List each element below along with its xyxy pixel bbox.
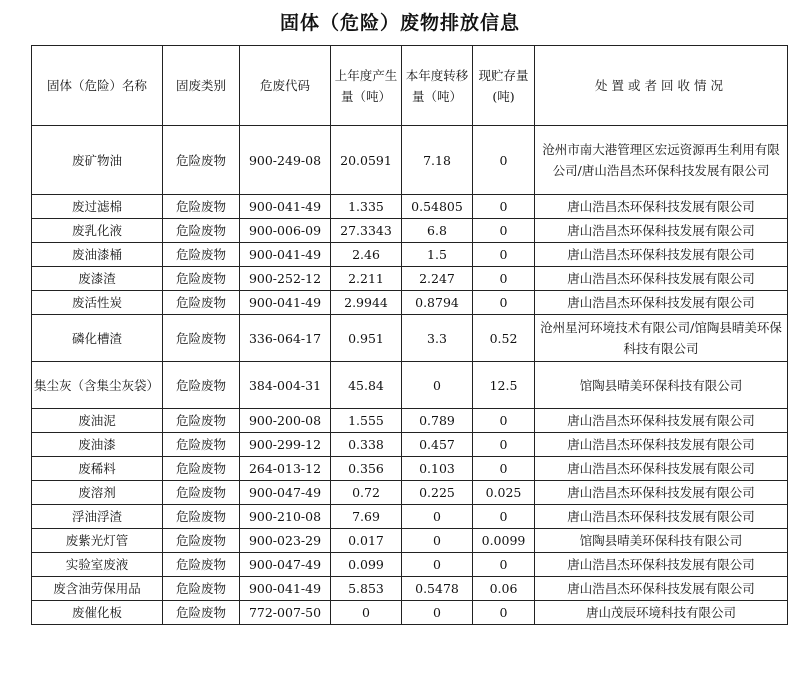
cell-stored: 0 (473, 433, 535, 457)
cell-disposal: 唐山浩昌杰环保科技发展有限公司 (535, 219, 788, 243)
cell-name: 磷化槽渣 (32, 315, 163, 362)
cell-category: 危险废物 (163, 291, 240, 315)
cell-disposal: 沧州市南大港管理区宏远资源再生利用有限公司/唐山浩昌杰环保科技发展有限公司 (535, 126, 788, 195)
cell-name: 废漆渣 (32, 267, 163, 291)
cell-name: 废油漆 (32, 433, 163, 457)
cell-category: 危险废物 (163, 433, 240, 457)
cell-produced: 0.338 (331, 433, 402, 457)
cell-name: 浮油浮渣 (32, 505, 163, 529)
cell-transferred: 0.789 (402, 409, 473, 433)
cell-name: 废溶剂 (32, 481, 163, 505)
cell-code: 384-004-31 (240, 362, 331, 409)
cell-stored: 0 (473, 505, 535, 529)
cell-transferred: 6.8 (402, 219, 473, 243)
cell-disposal: 馆陶县晴美环保科技有限公司 (535, 529, 788, 553)
cell-name: 废油漆桶 (32, 243, 163, 267)
cell-stored: 0.52 (473, 315, 535, 362)
cell-code: 264-013-12 (240, 457, 331, 481)
cell-code: 900-041-49 (240, 291, 331, 315)
cell-disposal: 唐山浩昌杰环保科技发展有限公司 (535, 409, 788, 433)
cell-stored: 0 (473, 409, 535, 433)
cell-transferred: 0 (402, 601, 473, 625)
header-code: 危废代码 (240, 46, 331, 126)
cell-category: 危险废物 (163, 601, 240, 625)
cell-code: 900-041-49 (240, 195, 331, 219)
header-disposal: 处置或者回收情况 (535, 46, 788, 126)
cell-stored: 0 (473, 601, 535, 625)
cell-transferred: 0 (402, 362, 473, 409)
cell-code: 900-006-09 (240, 219, 331, 243)
cell-produced: 20.0591 (331, 126, 402, 195)
table-row (32, 409, 788, 433)
cell-stored: 0 (473, 195, 535, 219)
cell-transferred: 0.103 (402, 457, 473, 481)
table-header-row (32, 46, 788, 126)
cell-code: 336-064-17 (240, 315, 331, 362)
table-row (32, 267, 788, 291)
cell-produced: 0.72 (331, 481, 402, 505)
cell-name: 集尘灰（含集尘灰袋） (32, 362, 163, 409)
table-row (32, 219, 788, 243)
cell-produced: 2.46 (331, 243, 402, 267)
table-row (32, 433, 788, 457)
cell-produced: 5.853 (331, 577, 402, 601)
cell-disposal: 唐山浩昌杰环保科技发展有限公司 (535, 577, 788, 601)
cell-disposal: 唐山浩昌杰环保科技发展有限公司 (535, 505, 788, 529)
cell-produced: 0 (331, 601, 402, 625)
cell-stored: 0 (473, 457, 535, 481)
table-row (32, 291, 788, 315)
table-row (32, 577, 788, 601)
cell-produced: 0.017 (331, 529, 402, 553)
cell-produced: 2.211 (331, 267, 402, 291)
cell-produced: 0.951 (331, 315, 402, 362)
cell-name: 废油泥 (32, 409, 163, 433)
cell-category: 危险废物 (163, 505, 240, 529)
cell-disposal: 唐山浩昌杰环保科技发展有限公司 (535, 243, 788, 267)
cell-category: 危险废物 (163, 362, 240, 409)
cell-category: 危险废物 (163, 553, 240, 577)
cell-stored: 0.06 (473, 577, 535, 601)
cell-code: 772-007-50 (240, 601, 331, 625)
cell-transferred: 0.8794 (402, 291, 473, 315)
cell-produced: 0.099 (331, 553, 402, 577)
table-row (32, 243, 788, 267)
cell-code: 900-047-49 (240, 553, 331, 577)
cell-name: 废紫光灯管 (32, 529, 163, 553)
cell-produced: 0.356 (331, 457, 402, 481)
table-row (32, 505, 788, 529)
cell-category: 危险废物 (163, 126, 240, 195)
page-title: 固体（危险）废物排放信息 (279, 12, 520, 34)
cell-stored: 0 (473, 291, 535, 315)
table-row (32, 529, 788, 553)
cell-disposal: 唐山浩昌杰环保科技发展有限公司 (535, 291, 788, 315)
cell-name: 废催化板 (32, 601, 163, 625)
cell-transferred: 0.5478 (402, 577, 473, 601)
cell-stored: 0.025 (473, 481, 535, 505)
cell-disposal: 唐山浩昌杰环保科技发展有限公司 (535, 433, 788, 457)
cell-produced: 7.69 (331, 505, 402, 529)
cell-name: 废矿物油 (32, 126, 163, 195)
table-row (32, 315, 788, 362)
header-transferred: 本年度转移量（吨） (402, 46, 473, 126)
cell-disposal: 唐山浩昌杰环保科技发展有限公司 (535, 553, 788, 577)
cell-category: 危险废物 (163, 529, 240, 553)
cell-disposal: 唐山浩昌杰环保科技发展有限公司 (535, 481, 788, 505)
cell-disposal: 唐山浩昌杰环保科技发展有限公司 (535, 195, 788, 219)
cell-code: 900-210-08 (240, 505, 331, 529)
cell-transferred: 3.3 (402, 315, 473, 362)
cell-transferred: 7.18 (402, 126, 473, 195)
cell-category: 危险废物 (163, 315, 240, 362)
cell-stored: 12.5 (473, 362, 535, 409)
cell-stored: 0.0099 (473, 529, 535, 553)
waste-table (31, 45, 788, 625)
cell-code: 900-200-08 (240, 409, 331, 433)
cell-code: 900-041-49 (240, 577, 331, 601)
header-name: 固体（危险）名称 (32, 46, 163, 126)
table-row (32, 457, 788, 481)
cell-stored: 0 (473, 219, 535, 243)
header-produced: 上年度产生量（吨） (331, 46, 402, 126)
cell-name: 实验室废液 (32, 553, 163, 577)
cell-code: 900-023-29 (240, 529, 331, 553)
cell-transferred: 0.457 (402, 433, 473, 457)
cell-category: 危险废物 (163, 481, 240, 505)
cell-transferred: 1.5 (402, 243, 473, 267)
cell-transferred: 0.54805 (402, 195, 473, 219)
cell-code: 900-299-12 (240, 433, 331, 457)
cell-disposal: 唐山茂辰环境科技有限公司 (535, 601, 788, 625)
cell-produced: 27.3343 (331, 219, 402, 243)
cell-stored: 0 (473, 243, 535, 267)
cell-transferred: 0 (402, 505, 473, 529)
table-row (32, 481, 788, 505)
cell-code: 900-252-12 (240, 267, 331, 291)
cell-code: 900-249-08 (240, 126, 331, 195)
cell-transferred: 0 (402, 529, 473, 553)
cell-code: 900-047-49 (240, 481, 331, 505)
cell-disposal: 馆陶县晴美环保科技有限公司 (535, 362, 788, 409)
cell-stored: 0 (473, 553, 535, 577)
table-row (32, 601, 788, 625)
header-category: 固废类别 (163, 46, 240, 126)
cell-category: 危险废物 (163, 457, 240, 481)
cell-code: 900-041-49 (240, 243, 331, 267)
cell-disposal: 唐山浩昌杰环保科技发展有限公司 (535, 267, 788, 291)
cell-category: 危险废物 (163, 577, 240, 601)
cell-category: 危险废物 (163, 409, 240, 433)
cell-stored: 0 (473, 126, 535, 195)
cell-category: 危险废物 (163, 243, 240, 267)
cell-category: 危险废物 (163, 219, 240, 243)
header-stored: 现贮存量(吨) (473, 46, 535, 126)
cell-produced: 2.9944 (331, 291, 402, 315)
cell-transferred: 2.247 (402, 267, 473, 291)
cell-name: 废含油劳保用品 (32, 577, 163, 601)
cell-disposal: 唐山浩昌杰环保科技发展有限公司 (535, 457, 788, 481)
cell-name: 废乳化液 (32, 219, 163, 243)
cell-produced: 45.84 (331, 362, 402, 409)
cell-produced: 1.555 (331, 409, 402, 433)
cell-name: 废稀料 (32, 457, 163, 481)
cell-name: 废过滤棉 (32, 195, 163, 219)
table-row (32, 126, 788, 195)
cell-transferred: 0 (402, 553, 473, 577)
cell-disposal: 沧州星河环境技术有限公司/馆陶县晴美环保科技有限公司 (535, 315, 788, 362)
cell-produced: 1.335 (331, 195, 402, 219)
table-row (32, 195, 788, 219)
cell-name: 废活性炭 (32, 291, 163, 315)
cell-stored: 0 (473, 267, 535, 291)
table-row (32, 553, 788, 577)
cell-category: 危险废物 (163, 195, 240, 219)
cell-transferred: 0.225 (402, 481, 473, 505)
table-row (32, 362, 788, 409)
cell-category: 危险废物 (163, 267, 240, 291)
